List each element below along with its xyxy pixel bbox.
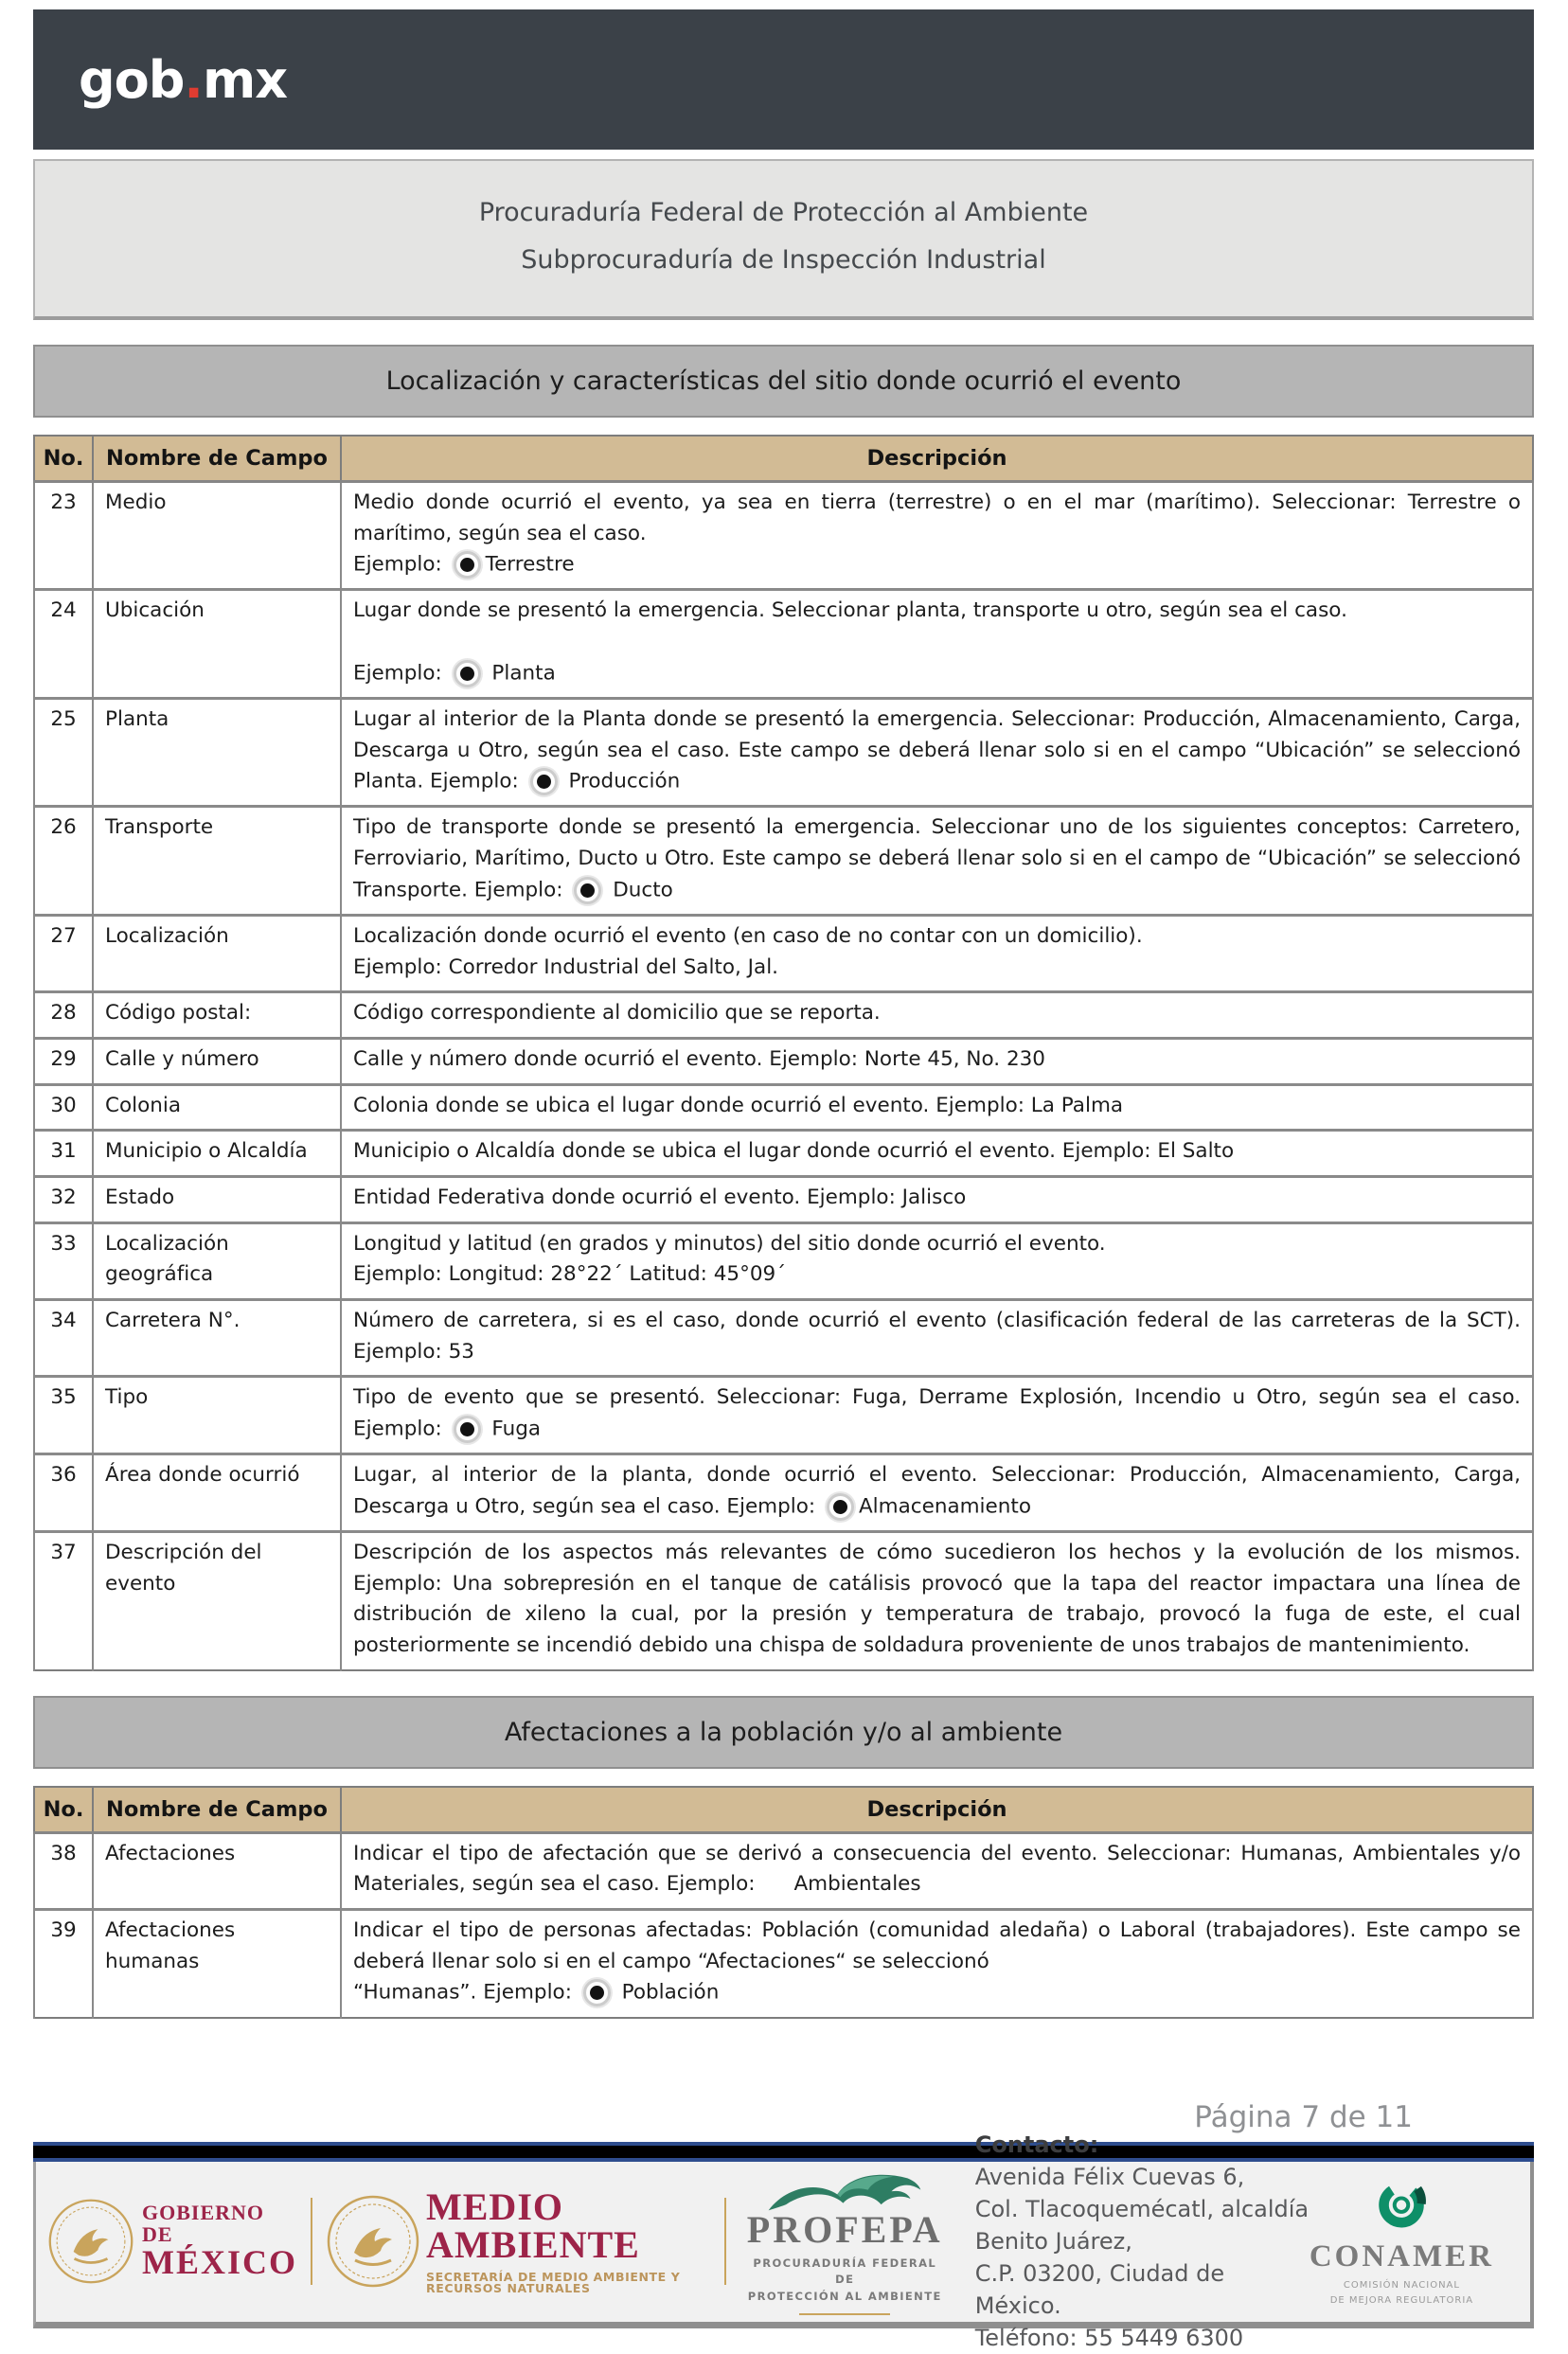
gobierno-text-line1: GOBIERNO DE <box>142 2201 265 2247</box>
medio-ambiente-subtitle: SECRETARÍA DE MEDIO AMBIENTE Y RECURSOS NATURALES <box>426 2269 681 2296</box>
table-row <box>34 1131 1533 1177</box>
column-header: No. <box>34 1787 93 1833</box>
field-name: Ubicación <box>93 590 341 699</box>
description-text: Localización donde ocurrió el evento (en caso de no contar con un domicilio). <box>353 923 1143 948</box>
field-name: Municipio o Alcaldía <box>93 1131 341 1177</box>
gobmx-logo-gob: gob <box>79 49 185 110</box>
conamer-title: CONAMER <box>1309 2238 1494 2274</box>
table-row <box>34 915 1533 991</box>
row-number: 32 <box>34 1176 93 1222</box>
row-number: 37 <box>34 1532 93 1670</box>
table-row <box>34 1222 1533 1299</box>
description-text: Planta <box>485 661 556 686</box>
description-text: Código correspondiente al domicilio que se reporta. <box>353 1001 881 1025</box>
field-description <box>341 590 1533 699</box>
table-row <box>34 1377 1533 1454</box>
row-number: 27 <box>34 915 93 991</box>
description-text: Terrestre <box>485 552 575 577</box>
field-description <box>341 698 1533 807</box>
description-text: Descripción de los aspectos más relevantes de cómo sucedieron los hechos y la evolución de los mismos. Ejemplo: Una sobrepresión en el tanque de catálisis provocó que la tapa del reactor impactara una línea de distribución de xileno la cual, por la presión y temperatura de trabajo, provocó la fuga de este, el cual posteriormente se incendió debido una chispa de soldadura proveniente de unos trabajos de mantenimiento. <box>353 1541 1521 1658</box>
row-number: 31 <box>34 1131 93 1177</box>
description-text: “Humanas”. Ejemplo: <box>353 1980 579 2005</box>
description-text: Fuga <box>485 1417 542 1441</box>
row-number: 39 <box>34 1910 93 2018</box>
gobierno-de-mexico-logo <box>47 2198 297 2285</box>
field-description <box>341 992 1533 1039</box>
field-description <box>341 1532 1533 1670</box>
contact-line: Col. Tlacoquemécatl, alcaldía Benito Juárez, <box>974 2195 1310 2256</box>
conamer-subtitle <box>1330 2278 1473 2309</box>
description-text: Medio donde ocurrió el evento, ya sea en tierra (terrestre) o en el mar (marítimo). Seleccionar: Terrestre o marítimo, según sea el caso. <box>353 490 1521 545</box>
contact-line: Teléfono: 55 5449 6300 <box>974 2325 1244 2352</box>
table-row <box>34 807 1533 916</box>
footer-divider <box>724 2198 726 2285</box>
column-header: Descripción <box>341 1787 1533 1833</box>
field-name: Calle y número <box>93 1038 341 1084</box>
table-row <box>34 1832 1533 1909</box>
description-text: Almacenamiento <box>858 1494 1031 1519</box>
column-header: Nombre de Campo <box>93 1787 341 1833</box>
table-row <box>34 992 1533 1039</box>
field-description <box>341 1084 1533 1131</box>
contact-lines <box>975 2161 1310 2354</box>
table-header-row <box>34 1787 1533 1833</box>
org-title-line2: Subprocuraduría de Inspección Industrial <box>521 244 1046 275</box>
description-text: Tipo de transporte donde se presentó la emergencia. Seleccionar uno de los siguientes conceptos: Carretero, Ferroviario, Marítimo, Ducto u Otro. Este campo se deberá llenar solo si en el campo de “Ubicación” se seleccionó Transporte. Ejemplo: <box>353 815 1521 902</box>
field-description <box>341 1454 1533 1532</box>
contact-title: Contacto: <box>974 2131 1099 2158</box>
field-description <box>341 1176 1533 1222</box>
radio-selected-icon <box>454 1416 481 1443</box>
row-number: 36 <box>34 1454 93 1532</box>
description-text: Lugar, al interior de la planta, donde ocurrió el evento. Seleccionar: Producción, Almacenamiento, Carga, Descarga u Otro, según sea el caso. Ejemplo: <box>353 1463 1521 1519</box>
field-name: Área donde ocurrió <box>93 1454 341 1532</box>
profepa-subtitle-line1: PROCURADURÍA FEDERAL DE <box>753 2256 937 2287</box>
field-name: Localización geográfica <box>93 1222 341 1299</box>
description-text: Tipo de evento que se presentó. Seleccionar: Fuga, Derrame Explosión, Incendio u Otro, según sea el caso. Ejemplo: <box>353 1385 1521 1441</box>
gobmx-logo-dot: . <box>184 49 203 110</box>
field-name: Carretera N°. <box>93 1299 341 1376</box>
description-text: Indicar el tipo de afectación que se derivó a consecuencia del evento. Seleccionar: Humanas, Ambientales y/o Materiales, según sea el caso. Ejemplo: Ambientales <box>353 1841 1521 1897</box>
table-row <box>34 698 1533 807</box>
description-text: Ejemplo: <box>353 661 449 686</box>
row-number: 26 <box>34 807 93 916</box>
description-text: Población <box>615 1980 720 2005</box>
field-description <box>341 807 1533 916</box>
row-number: 33 <box>34 1222 93 1299</box>
column-header: Nombre de Campo <box>93 436 341 482</box>
gobierno-text-line2: MÉXICO <box>142 2243 297 2282</box>
description-text: Ejemplo: <box>353 552 449 577</box>
field-description <box>341 1377 1533 1454</box>
field-description <box>341 915 1533 991</box>
row-number: 23 <box>34 481 93 590</box>
contact-line: C.P. 03200, Ciudad de México. <box>974 2260 1225 2320</box>
row-number: 30 <box>34 1084 93 1131</box>
radio-selected-icon <box>583 1979 611 2006</box>
radio-selected-icon <box>827 1493 854 1521</box>
profepa-subtitle <box>747 2256 943 2305</box>
row-number: 25 <box>34 698 93 807</box>
field-description <box>341 1038 1533 1084</box>
semarnat-eagle-seal-icon <box>326 2194 420 2289</box>
radio-selected-icon <box>574 877 601 904</box>
field-name: Colonia <box>93 1084 341 1131</box>
table-row <box>34 1176 1533 1222</box>
field-name: Estado <box>93 1176 341 1222</box>
gobmx-logo-mx: mx <box>202 49 288 110</box>
field-name: Transporte <box>93 807 341 916</box>
footer <box>33 2131 1534 2352</box>
row-number: 29 <box>34 1038 93 1084</box>
description-text: Entidad Federativa donde ocurrió el evento. Ejemplo: Jalisco <box>353 1185 967 1209</box>
sections <box>33 345 1534 2019</box>
conamer-subtitle-line1: COMISIÓN NACIONAL <box>1343 2279 1460 2291</box>
org-title-line1: Procuraduría Federal de Protección al Ambiente <box>478 198 1089 227</box>
description-text: Indicar el tipo de personas afectadas: Población (comunidad aledaña) o Laboral (trabajadores). Este campo se deberá llenar solo si en el campo “Afectaciones“ se seleccionó <box>353 1918 1521 1973</box>
table-row <box>34 1454 1533 1532</box>
profepa-subtitle-line2: PROTECCIÓN AL AMBIENTE <box>747 2289 942 2303</box>
contact-line: Avenida Félix Cuevas 6, <box>974 2163 1245 2190</box>
field-table <box>33 1786 1534 2019</box>
radio-selected-icon <box>530 768 558 795</box>
column-header: Descripción <box>341 436 1533 482</box>
org-title-box <box>33 159 1534 320</box>
field-name: Tipo <box>93 1377 341 1454</box>
page-number: Página 7 de 11 <box>1194 2099 1413 2134</box>
section-banner: Afectaciones a la población y/o al ambiente <box>33 1696 1534 1769</box>
medio-ambiente-title: MEDIO AMBIENTE <box>426 2185 640 2266</box>
field-description <box>341 1299 1533 1376</box>
field-table <box>33 435 1534 1671</box>
radio-selected-icon <box>454 551 481 579</box>
row-number: 24 <box>34 590 93 699</box>
field-description <box>341 481 1533 590</box>
description-text: Longitud y latitud (en grados y minutos) del sitio donde ocurrió el evento. <box>353 1231 1106 1256</box>
field-description <box>341 1222 1533 1299</box>
mexico-eagle-seal-icon <box>47 2198 134 2285</box>
profepa-title: PROFEPA <box>746 2208 943 2252</box>
field-name: Planta <box>93 698 341 807</box>
medio-ambiente-logo <box>326 2185 711 2296</box>
field-name: Localización <box>93 915 341 991</box>
row-number: 34 <box>34 1299 93 1376</box>
field-name: Código postal: <box>93 992 341 1039</box>
description-text: Colonia donde se ubica el lugar donde ocurrió el evento. Ejemplo: La Palma <box>353 1093 1124 1117</box>
table-row <box>34 1038 1533 1084</box>
field-name: Afectaciones humanas <box>93 1910 341 2018</box>
table-row <box>34 1910 1533 2018</box>
field-name: Afectaciones <box>93 1832 341 1909</box>
radio-selected-icon <box>454 660 481 687</box>
column-header: No. <box>34 436 93 482</box>
description-text: Ducto <box>606 878 673 902</box>
footer-divider <box>311 2198 312 2285</box>
table-row <box>34 590 1533 699</box>
description-text: Número de carretera, si es el caso, donde ocurrió el evento (clasificación federal de las carreteras de la SCT). Ejemplo: 53 <box>353 1308 1521 1364</box>
field-description <box>341 1131 1533 1177</box>
description-text: Producción <box>561 769 681 794</box>
description-text: Ejemplo: Longitud: 28°22´ Latitud: 45°09´ <box>353 1262 786 1287</box>
table-header-row <box>34 436 1533 482</box>
table-row <box>34 1299 1533 1376</box>
row-number: 38 <box>34 1832 93 1909</box>
row-number: 28 <box>34 992 93 1039</box>
profepa-gold-rule <box>799 2313 890 2315</box>
field-name: Medio <box>93 481 341 590</box>
conamer-swirl-icon <box>1370 2175 1433 2238</box>
field-description <box>341 1832 1533 1909</box>
conamer-subtitle-line2: DE MEJORA REGULATORIA <box>1329 2294 1474 2306</box>
table-row <box>34 1532 1533 1670</box>
profepa-wave-icon <box>764 2167 925 2217</box>
description-text: Lugar donde se presentó la emergencia. Seleccionar planta, transporte u otro, según sea el caso. <box>353 598 1347 623</box>
gov-header-bar <box>33 9 1534 150</box>
field-description <box>341 1910 1533 2018</box>
description-text: Municipio o Alcaldía donde se ubica el lugar donde ocurrió el evento. Ejemplo: El Salto <box>353 1139 1235 1164</box>
row-number: 35 <box>34 1377 93 1454</box>
contact-block <box>975 2129 1310 2354</box>
table-row <box>34 481 1533 590</box>
description-text: Ejemplo: Corredor Industrial del Salto, Jal. <box>353 954 779 979</box>
gobmx-logo <box>79 50 287 110</box>
field-name: Descripción del evento <box>93 1532 341 1670</box>
profepa-logo <box>747 2167 943 2315</box>
section-banner: Localización y características del sitio donde ocurrió el evento <box>33 345 1534 418</box>
table-row <box>34 1084 1533 1131</box>
description-text: Calle y número donde ocurrió el evento. Ejemplo: Norte 45, No. 230 <box>353 1046 1045 1071</box>
description-text: Lugar al interior de la Planta donde se presentó la emergencia. Seleccionar: Producción, Almacenamiento, Carga, Descarga u Otro, según sea el caso. Este campo se deberá llenar solo si en el campo “Ubicación” se seleccionó Planta. Ejemplo: <box>353 706 1521 794</box>
